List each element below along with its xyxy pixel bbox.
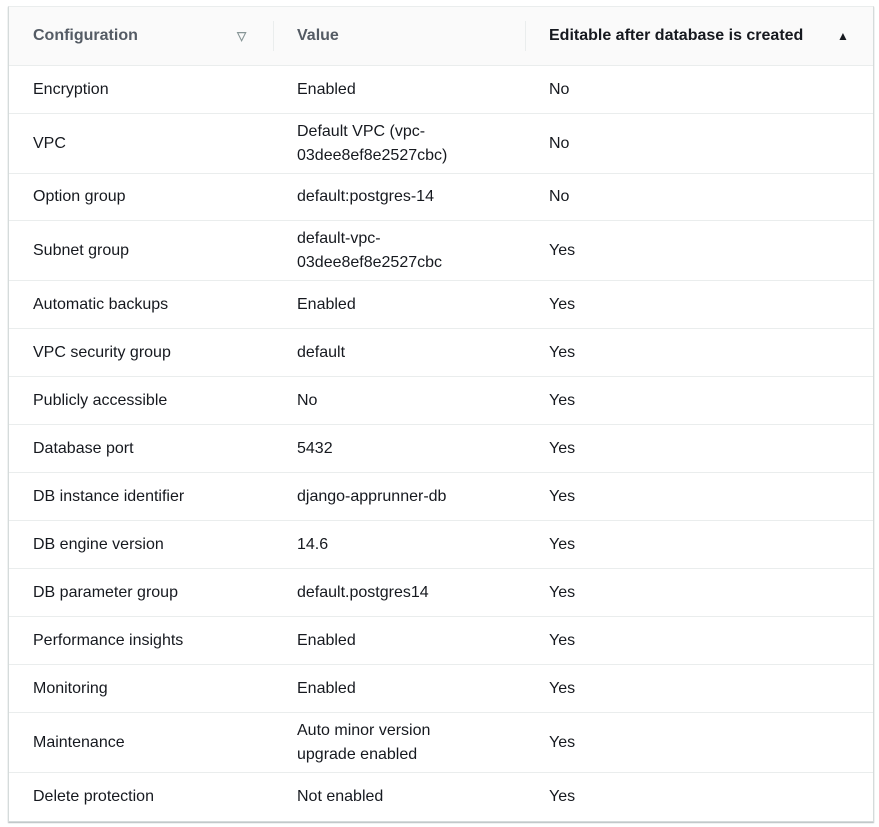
cell-editable: Yes	[549, 788, 576, 805]
cell-editable: Yes	[549, 733, 576, 751]
cell-value: django-apprunner-db	[297, 487, 447, 505]
table-row	[9, 221, 873, 281]
cell-configuration: Database port	[33, 439, 134, 457]
cell-value: Default VPC (vpc-03dee8ef8e2527cbc)	[297, 122, 448, 164]
cell-configuration: Option group	[33, 188, 126, 205]
cell-value: Enabled	[297, 631, 356, 649]
cell-editable: Yes	[549, 295, 576, 313]
cell-value: Enabled	[297, 295, 356, 313]
table-row	[9, 114, 873, 174]
cell-configuration: Delete protection	[33, 788, 154, 805]
cell-editable: Yes	[549, 439, 576, 457]
cell-configuration: Performance insights	[33, 631, 184, 649]
table-row	[9, 569, 873, 617]
cell-editable: Yes	[549, 583, 576, 601]
column-header-value[interactable]	[297, 7, 339, 65]
cell-value: default.postgres14	[297, 583, 429, 601]
column-header-label: Editable after database is created	[549, 27, 804, 44]
table-row	[9, 377, 873, 425]
cell-configuration: Encryption	[33, 80, 109, 98]
cell-editable: Yes	[549, 487, 576, 505]
cell-configuration: Subnet group	[33, 241, 130, 259]
table-row	[9, 473, 873, 521]
cell-value: Not enabled	[297, 788, 384, 805]
configuration-table	[8, 6, 874, 822]
cell-editable: No	[549, 188, 570, 205]
cell-value: default	[297, 343, 346, 361]
table-row	[9, 521, 873, 569]
table-body	[9, 66, 873, 821]
cell-configuration: Automatic backups	[33, 295, 169, 313]
column-header-configuration[interactable]	[33, 7, 273, 65]
column-divider[interactable]	[273, 21, 274, 51]
table-row	[9, 174, 873, 221]
column-header-label: Configuration	[33, 27, 138, 44]
table-row	[9, 617, 873, 665]
cell-editable: Yes	[549, 391, 576, 409]
cell-configuration: Maintenance	[33, 733, 125, 751]
table-row	[9, 329, 873, 377]
cell-configuration: DB parameter group	[33, 583, 178, 601]
cell-editable: Yes	[549, 241, 576, 259]
cell-value: Enabled	[297, 679, 356, 697]
table-row	[9, 665, 873, 713]
sort-descending-icon[interactable]: ▽	[237, 29, 247, 43]
cell-editable: Yes	[549, 631, 576, 649]
cell-value: No	[297, 391, 318, 409]
column-header-label: Value	[297, 27, 339, 44]
cell-editable: Yes	[549, 679, 576, 697]
table-row	[9, 425, 873, 473]
cell-configuration: VPC security group	[33, 343, 171, 361]
cell-value: Enabled	[297, 80, 356, 98]
column-header-editable[interactable]	[549, 7, 849, 65]
cell-editable: Yes	[549, 535, 576, 553]
cell-value: Auto minor version upgrade enabled	[297, 721, 431, 763]
cell-value: default:postgres-14	[297, 188, 434, 205]
table-row	[9, 66, 873, 114]
cell-editable: No	[549, 134, 570, 152]
table-row	[9, 281, 873, 329]
table-row	[9, 773, 873, 821]
cell-configuration: DB engine version	[33, 535, 164, 553]
cell-value: default-vpc-03dee8ef8e2527cbc	[297, 229, 443, 271]
table-header	[9, 7, 873, 66]
cell-configuration: Publicly accessible	[33, 391, 168, 409]
cell-editable: No	[549, 80, 570, 98]
cell-value: 14.6	[297, 535, 329, 553]
cell-configuration: Monitoring	[33, 679, 108, 697]
column-divider[interactable]	[525, 21, 526, 51]
cell-configuration: VPC	[33, 134, 66, 152]
cell-value: 5432	[297, 439, 333, 457]
sort-ascending-icon[interactable]: ▲	[837, 29, 849, 43]
cell-configuration: DB instance identifier	[33, 487, 185, 505]
table-row	[9, 713, 873, 773]
cell-editable: Yes	[549, 343, 576, 361]
